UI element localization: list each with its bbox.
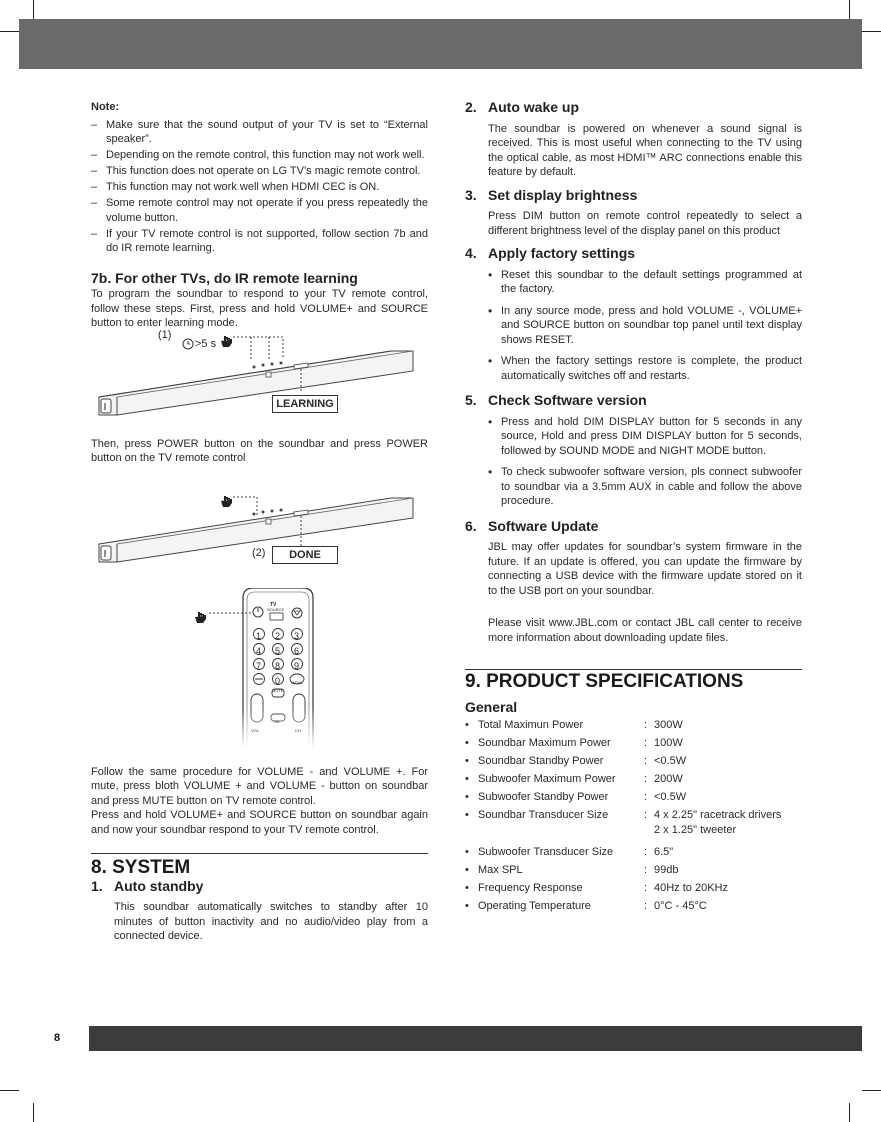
right-column bbox=[465, 100, 802, 917]
crop-mark bbox=[33, 1103, 34, 1122]
paragraph: Press and hold VOLUME+ and SOURCE button on soundbar again and now your soundbar respond to your TV remote control. bbox=[91, 809, 428, 836]
spec-key: Subwoofer Maximum Power bbox=[478, 773, 616, 785]
spec-row: • Subwoofer Standby Power : <0.5W bbox=[465, 790, 802, 805]
spec-row: • Soundbar Transducer Size : 4 x 2.25" racetrack drivers 2 x 1.25" tweeter bbox=[465, 809, 782, 836]
spec-value: 200W bbox=[654, 773, 683, 785]
crop-mark bbox=[0, 31, 19, 32]
subsection-title: Software Update bbox=[488, 517, 599, 534]
note-item: – This function does not operate on LG TV’s magic remote control. bbox=[91, 164, 428, 179]
subsection-title: Check Software version bbox=[488, 392, 647, 408]
subsection-heading bbox=[465, 519, 802, 534]
spec-row: • Frequency Response : 40Hz to 20KHz bbox=[465, 881, 802, 896]
subsection-heading bbox=[465, 100, 802, 115]
remote-key: 8 bbox=[275, 660, 281, 671]
subsection-heading bbox=[465, 393, 802, 408]
bullet-list bbox=[465, 415, 802, 509]
soundbar-illustration bbox=[91, 331, 428, 431]
spec-value: 99db bbox=[654, 864, 679, 876]
spec-key: Subwoofer Transducer Size bbox=[478, 846, 614, 858]
subsection-number: 6. bbox=[465, 517, 477, 534]
crop-mark bbox=[33, 0, 34, 19]
note-item: – This function may not work well when HDMI CEC is ON. bbox=[91, 180, 428, 195]
remote-key: 5 bbox=[275, 645, 281, 656]
subsection-number: 2. bbox=[465, 99, 477, 115]
spec-key: Total Maximun Power bbox=[478, 719, 584, 731]
subsection-heading bbox=[465, 188, 802, 203]
remote-key: 6 bbox=[294, 645, 300, 656]
timer-label: >5 s bbox=[195, 337, 217, 350]
spec-row: • Soundbar Standby Power : <0.5W bbox=[465, 754, 802, 769]
paragraph: Then, press POWER button on the soundbar and press POWER button on the TV remote control bbox=[91, 437, 428, 464]
crop-mark bbox=[862, 1090, 881, 1091]
list-item: • Reset this soundbar to the default settings programmed at the factory. bbox=[488, 268, 802, 297]
bullet-list bbox=[465, 268, 802, 384]
note-title: Note: bbox=[91, 101, 120, 113]
remote-source-label: SOURCE bbox=[267, 606, 285, 612]
header-bar bbox=[19, 19, 862, 69]
remote-key: 4 bbox=[256, 645, 262, 656]
remote-menu-label: MENU bbox=[291, 679, 303, 685]
spec-row: • Operating Temperature : 0°C - 45°C bbox=[465, 899, 802, 914]
crop-mark bbox=[849, 0, 850, 19]
list-item: • Press and hold DIM DISPLAY button for 5 seconds in any source, Hold and press DIM DISPLAY button for 5 seconds, followed by SOUND MODE and NIGHT MODE button. bbox=[488, 415, 802, 459]
spec-value: 4 x 2.25" racetrack drivers bbox=[654, 809, 782, 821]
section-rule bbox=[91, 853, 428, 854]
section-7b-heading: 7b. For other TVs, do IR remote learning bbox=[91, 269, 358, 286]
note-item: – If your TV remote control is not supported, follow section 7b and do IR remote learning. bbox=[91, 227, 428, 256]
spec-value: <0.5W bbox=[654, 791, 687, 803]
remote-key: 9 bbox=[294, 660, 300, 671]
subsection-number: 5. bbox=[465, 392, 477, 408]
spec-key: Soundbar Maximum Power bbox=[478, 737, 611, 749]
subsection-heading bbox=[91, 879, 428, 894]
spec-row: • Subwoofer Transducer Size : 6.5" bbox=[465, 845, 802, 860]
subsection-title: Auto wake up bbox=[488, 99, 580, 115]
list-item: • In any source mode, press and hold VOLUME -, VOLUME+ and SOURCE button on soundbar top panel until text display shows RESET. bbox=[488, 304, 802, 348]
remote-vol-label: VOL bbox=[251, 727, 260, 733]
spec-key: Frequency Response bbox=[478, 882, 583, 894]
note-item: – Some remote control may not operate if you press repeatedly the volume button. bbox=[91, 196, 428, 225]
figure-learning bbox=[91, 328, 428, 431]
figure-remote bbox=[91, 588, 428, 748]
spec-value: 40Hz to 20KHz bbox=[654, 882, 728, 894]
spec-value: 300W bbox=[654, 719, 683, 731]
step-label: (1) bbox=[158, 328, 172, 341]
remote-tv-label: TV bbox=[270, 601, 277, 608]
paragraph: This soundbar automatically switches to standby after 10 minutes of button inactivity and no audio/video play from a connected device. bbox=[114, 901, 428, 942]
figure-done bbox=[91, 466, 428, 578]
soundbar-illustration bbox=[91, 466, 428, 578]
remote-mute-label: MUTE bbox=[272, 687, 284, 693]
subsection-title: Auto standby bbox=[114, 877, 204, 894]
spec-key: Operating Temperature bbox=[478, 900, 591, 912]
learning-display-label: LEARNING bbox=[272, 395, 338, 413]
subsection-number: 3. bbox=[465, 186, 477, 203]
spec-row: • Soundbar Maximum Power : 100W bbox=[465, 736, 802, 751]
list-item: • To check subwoofer software version, pls connect subwoofer to soundbar via a 3.5mm AUX in cable and follow the above procedure. bbox=[488, 465, 802, 509]
crop-mark bbox=[0, 1090, 19, 1091]
done-display-label: DONE bbox=[272, 546, 338, 564]
crop-mark bbox=[862, 31, 881, 32]
crop-mark bbox=[849, 1103, 850, 1122]
footer-bar bbox=[89, 1026, 862, 1051]
step-label: (2) bbox=[252, 546, 266, 559]
note-item: – Make sure that the sound output of your TV is set to “External speaker”. bbox=[91, 118, 428, 147]
section-8-heading: 8. SYSTEM bbox=[91, 857, 191, 878]
spec-key: Soundbar Standby Power bbox=[478, 755, 604, 767]
remote-key: 2 bbox=[275, 630, 281, 641]
note-list bbox=[91, 118, 428, 256]
spec-key: Subwoofer Standby Power bbox=[478, 791, 609, 803]
remote-key: 0 bbox=[275, 675, 281, 686]
page-number: 8 bbox=[54, 1032, 61, 1044]
general-heading: General bbox=[465, 698, 518, 715]
spec-value-line2: 2 x 1.25" tweeter bbox=[654, 823, 737, 836]
subsection-number: 1. bbox=[91, 877, 103, 894]
spec-row: • Subwoofer Maximum Power : 200W bbox=[465, 772, 802, 787]
remote-ok-label: OK bbox=[274, 718, 280, 724]
section-9-heading: 9. PRODUCT SPECIFICATIONS bbox=[465, 671, 744, 692]
spec-value: 0°C - 45°C bbox=[654, 900, 707, 912]
spec-value: 100W bbox=[654, 737, 683, 749]
remote-key: 1 bbox=[256, 630, 262, 641]
remote-key: 3 bbox=[294, 630, 300, 641]
paragraph: Follow the same procedure for VOLUME - and VOLUME +. For mute, press bloth VOLUME + and VOLUME - button on soundbar and press MUTE button on TV remote control. bbox=[91, 765, 428, 807]
subsection-number: 4. bbox=[465, 245, 477, 261]
list-item: • When the factory settings restore is complete, the product automatically switches off and restarts. bbox=[488, 354, 802, 383]
remote-ch-label: CH bbox=[295, 727, 301, 733]
paragraph: Please visit www.JBL.com or contact JBL call center to receive more information about downloading update files. bbox=[488, 617, 802, 644]
paragraph: Press DIM button on remote control repeatedly to select a different brightness level of the display panel on this product bbox=[488, 210, 802, 237]
subsection-title: Apply factory settings bbox=[488, 245, 636, 261]
subsection-title: Set display brightness bbox=[488, 186, 638, 203]
paragraph: To program the soundbar to respond to your TV remote control, follow these steps. First, press and hold VOLUME+ and SOURCE button to enter learning mode. bbox=[91, 288, 428, 329]
paragraph: JBL may offer updates for soundbar’s system firmware in the future. If an update is offered, you can update the firmware by connecting a USB device with the firmware update stored on it to the USB port on your soundbar. bbox=[488, 541, 802, 597]
spec-row: • Max SPL : 99db bbox=[465, 863, 802, 878]
spec-key: Max SPL bbox=[478, 864, 523, 876]
note-item: – Depending on the remote control, this function may not work well. bbox=[91, 148, 428, 163]
paragraph: The soundbar is powered on whenever a sound signal is received. This is most useful when connecting to the TV using the optical cable, as most HDMI™ ARC connections enable this feature by default. bbox=[488, 122, 802, 178]
spec-table bbox=[465, 718, 802, 914]
left-column bbox=[91, 100, 428, 944]
spec-row: • Total Maximun Power : 300W bbox=[465, 718, 802, 733]
spec-value: <0.5W bbox=[654, 755, 687, 767]
spec-key: Soundbar Transducer Size bbox=[478, 809, 609, 821]
spec-value: 6.5" bbox=[654, 846, 674, 858]
remote-key: 7 bbox=[256, 660, 262, 671]
subsection-heading bbox=[465, 246, 802, 261]
section-rule bbox=[465, 669, 802, 670]
